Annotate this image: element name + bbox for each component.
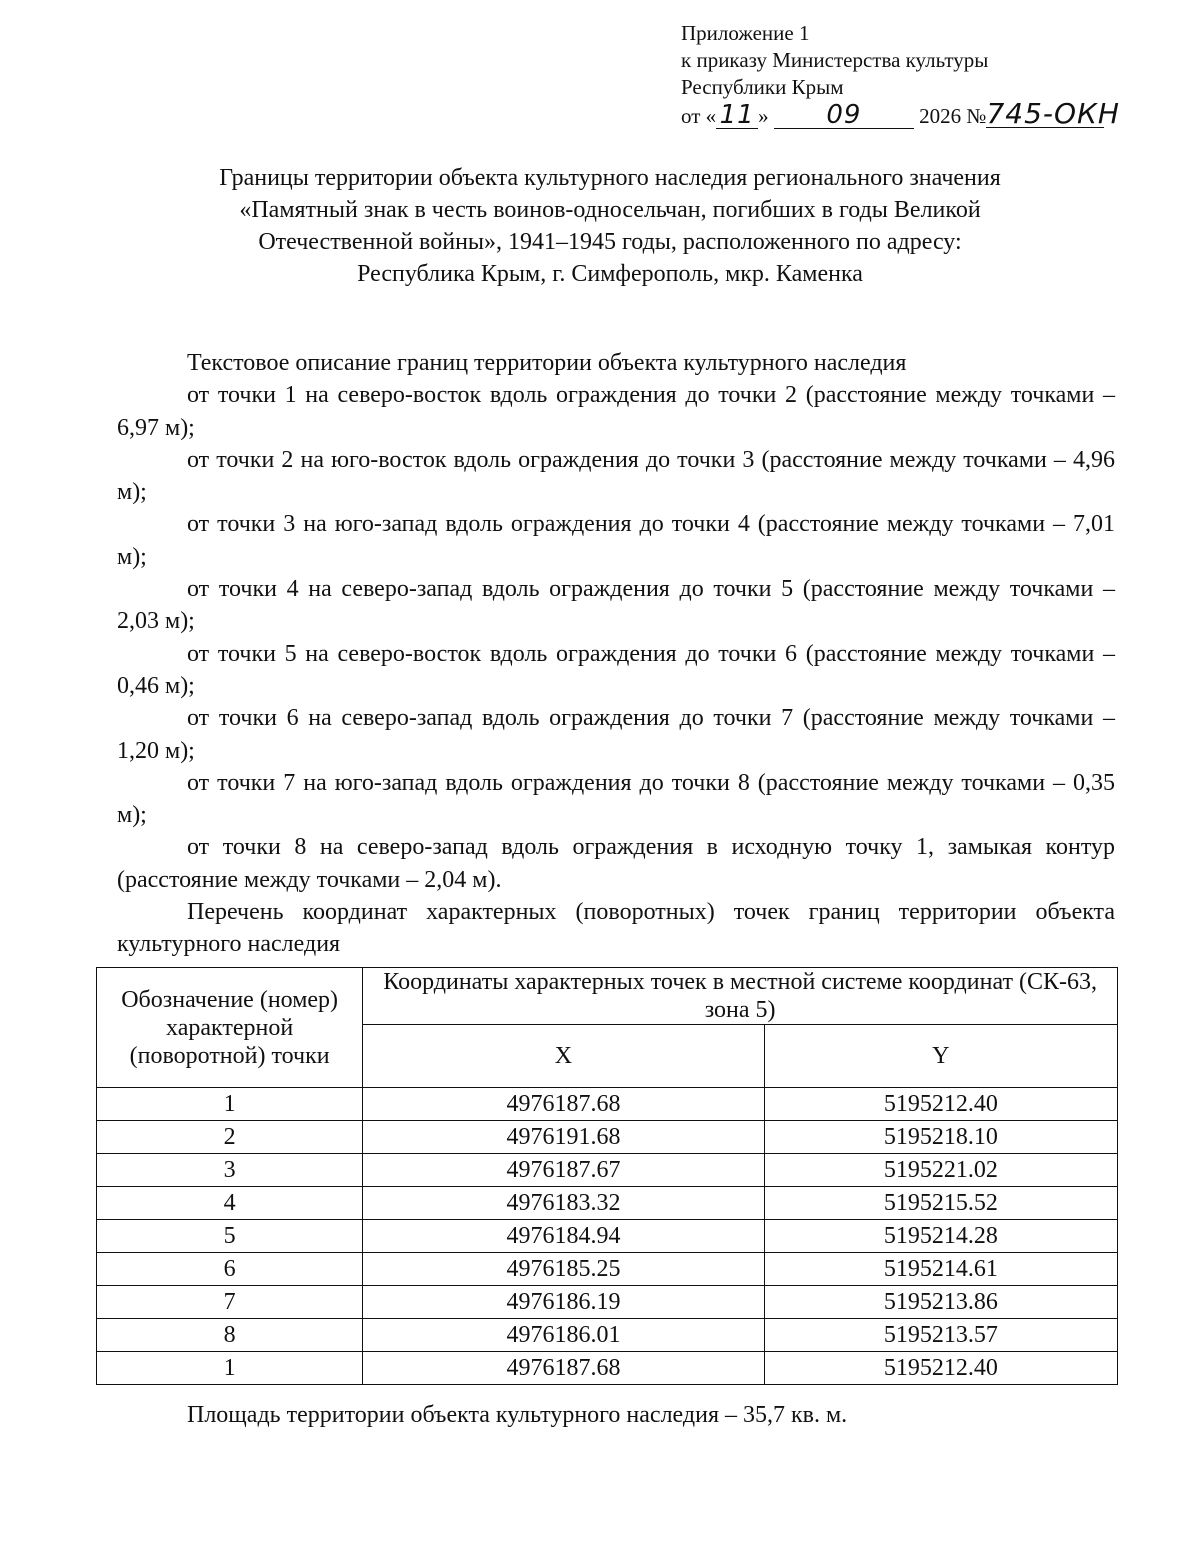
- date-prefix: от «: [681, 104, 717, 128]
- cell-point: 7: [97, 1286, 363, 1319]
- header-coordinates: Координаты характерных точек в местной системе координат (СК-63, зона 5): [363, 968, 1118, 1025]
- title-line-1: Границы территории объекта культурного наследия регионального значения: [219, 165, 1001, 191]
- territory-area: Площадь территории объекта культурного наследия – 35,7 кв. м.: [187, 1402, 848, 1428]
- title-line-2: «Памятный знак в честь воинов-односельчан, погибших в годы Великой: [239, 197, 981, 223]
- segment-7: от точки 7 на юго-запад вдоль ограждения до точки 8 (расстояние между точками – 0,35 м);: [117, 769, 1115, 829]
- cell-x: 4976186.01: [363, 1319, 764, 1352]
- segment-8: от точки 8 на северо-запад вдоль ограждения в исходную точку 1, замыкая контур (расстояние между точками – 2,04 м).: [117, 834, 1115, 893]
- cell-x: 4976185.25: [363, 1253, 764, 1286]
- date-year: 2026 №: [919, 104, 987, 128]
- appendix-order-ref: к приказу Министерства культуры: [681, 48, 989, 72]
- cell-y: 5195212.40: [764, 1352, 1117, 1385]
- cell-point: 6: [97, 1253, 363, 1286]
- table-body: [97, 1088, 1118, 1385]
- table-header-row: [97, 968, 1118, 1025]
- table-row: [97, 1253, 1118, 1286]
- cell-point: 2: [97, 1121, 363, 1154]
- segment-6: от точки 6 на северо-запад вдоль ограждения до точки 7 (расстояние между точками – 1,20 м);: [117, 705, 1115, 764]
- segment-1: от точки 1 на северо-восток вдоль ограждения до точки 2 (расстояние между точками – 6,97 м);: [117, 382, 1115, 441]
- table-row: [97, 1154, 1118, 1187]
- handwritten-month: 09: [774, 102, 914, 129]
- table-row: [97, 1319, 1118, 1352]
- segment-4: от точки 4 на северо-запад вдоль ограждения до точки 5 (расстояние между точками – 2,03 м);: [117, 576, 1115, 635]
- cell-y: 5195221.02: [764, 1154, 1117, 1187]
- handwritten-order-number: 745-ОКН: [986, 97, 1120, 130]
- cell-x: 4976184.94: [363, 1220, 764, 1253]
- table-row: [97, 1286, 1118, 1319]
- cell-x: 4976183.32: [363, 1187, 764, 1220]
- appendix-header: [681, 20, 1151, 130]
- cell-y: 5195215.52: [764, 1187, 1117, 1220]
- segment-2: от точки 2 на юго-восток вдоль ограждения до точки 3 (расстояние между точками – 4,96 м);: [117, 446, 1115, 506]
- header-designation: Обозначение (номер) характерной (поворотной) точки: [97, 968, 363, 1088]
- coordinates-table: [96, 967, 1118, 1385]
- appendix-date-line: [681, 97, 1151, 130]
- header-y: Y: [764, 1025, 1117, 1088]
- table-row: [97, 1220, 1118, 1253]
- coordinates-list-heading: Перечень координат характерных (поворотных) точек границ территории объекта культурного наследия: [117, 899, 1115, 958]
- cell-x: 4976191.68: [363, 1121, 764, 1154]
- segment-3: от точки 3 на юго-запад вдоль ограждения до точки 4 (расстояние между точками – 7,01 м);: [117, 511, 1115, 570]
- table-row: [97, 1352, 1118, 1385]
- cell-point: 1: [97, 1352, 363, 1385]
- cell-point: 1: [97, 1088, 363, 1121]
- cell-y: 5195213.57: [764, 1319, 1117, 1352]
- date-day-suffix: »: [758, 104, 769, 128]
- cell-point: 8: [97, 1319, 363, 1352]
- handwritten-day: 11: [716, 102, 758, 129]
- title-line-4: Республика Крым, г. Симферополь, мкр. Каменка: [357, 261, 863, 287]
- cell-x: 4976187.67: [363, 1154, 764, 1187]
- cell-point: 3: [97, 1154, 363, 1187]
- cell-x: 4976187.68: [363, 1352, 764, 1385]
- table-row: [97, 1187, 1118, 1220]
- cell-x: 4976186.19: [363, 1286, 764, 1319]
- description-heading: Текстовое описание границ территории объекта культурного наследия: [187, 350, 907, 376]
- table-row: [97, 1121, 1118, 1154]
- cell-point: 5: [97, 1220, 363, 1253]
- cell-y: 5195213.86: [764, 1286, 1117, 1319]
- cell-point: 4: [97, 1187, 363, 1220]
- title-line-3: Отечественной войны», 1941–1945 годы, расположенного по адресу:: [258, 229, 962, 255]
- cell-x: 4976187.68: [363, 1088, 764, 1121]
- header-x: X: [363, 1025, 764, 1088]
- appendix-republic: Республики Крым: [681, 75, 844, 99]
- boundary-description: [117, 347, 1115, 961]
- segment-5: от точки 5 на северо-восток вдоль ограждения до точки 6 (расстояние между точками – 0,46 м);: [117, 640, 1115, 699]
- cell-y: 5195218.10: [764, 1121, 1117, 1154]
- appendix-title: Приложение 1: [681, 21, 810, 45]
- cell-y: 5195214.61: [764, 1253, 1117, 1286]
- table-row: [97, 1088, 1118, 1121]
- cell-y: 5195212.40: [764, 1088, 1117, 1121]
- cell-y: 5195214.28: [764, 1220, 1117, 1253]
- document-title: [150, 162, 1070, 290]
